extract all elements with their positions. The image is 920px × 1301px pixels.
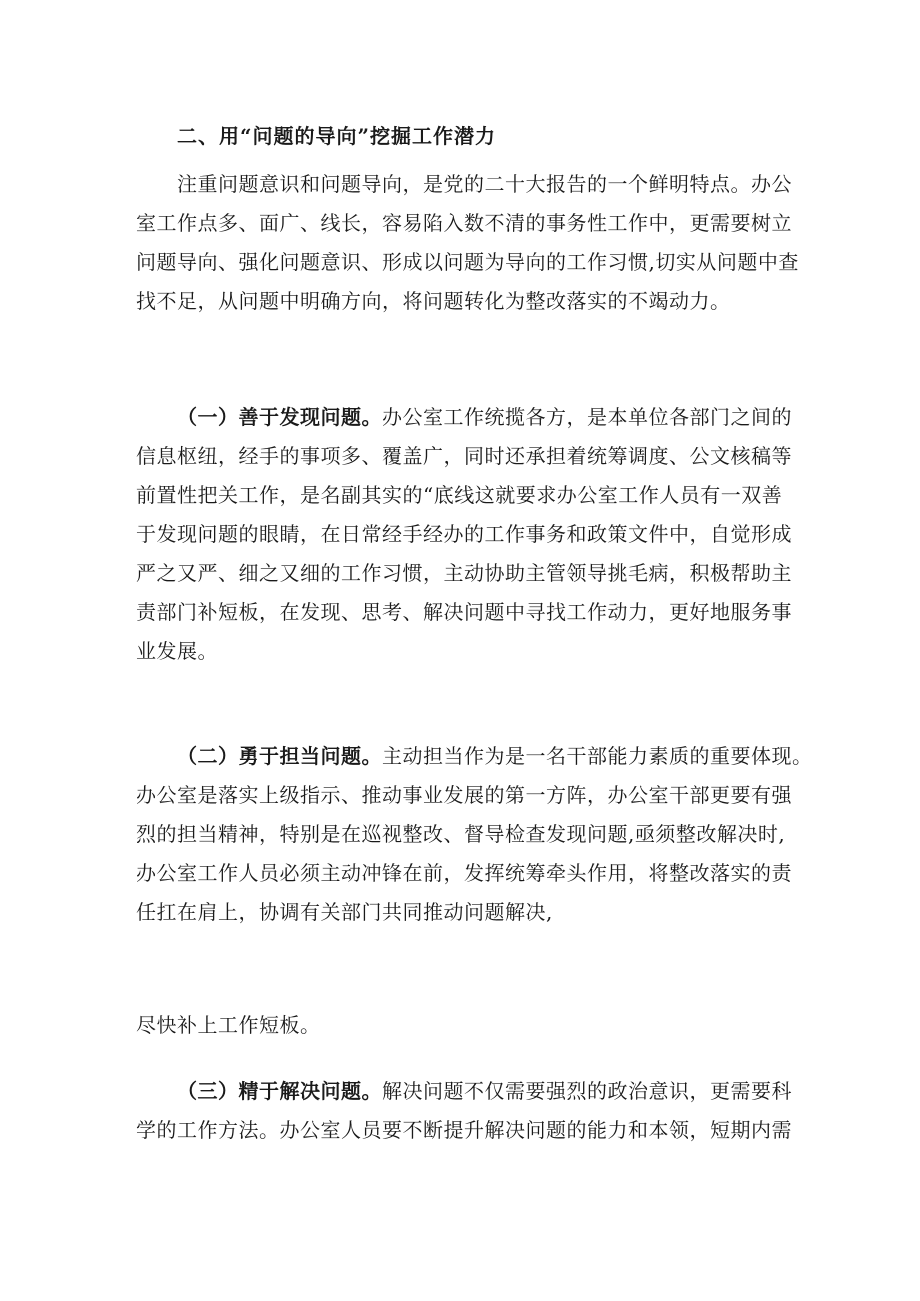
paragraph-line: 前置性把关工作，是名副其实的“底线这就要求办公室工作人员有一双善 <box>136 483 783 507</box>
paragraph-line-text: 办公室工作统揽各方，是本单位各部门之间的 <box>382 405 792 429</box>
paragraph-line: 严之又严、细之又细的工作习惯，主动协助主管领导挑毛病，积极帮助主 <box>136 561 792 585</box>
paragraph-line: 烈的担当精神，特别是在巡视整改、督导检查发现问题,亟须整改解决时, <box>136 822 786 846</box>
paragraph-line: 问题导向、强化问题意识、形成以问题为导向的工作习惯,切实从问题中查 <box>136 250 799 274</box>
paragraph-line-text: 主动担当作为是一名干部能力素质的重要体现。 <box>382 744 813 768</box>
paragraph-line: 办公室工作人员必须主动冲锋在前，发挥统筹牵头作用，将整改落实的责 <box>136 861 792 885</box>
paragraph-line: 责部门补短板，在发现、思考、解决问题中寻找工作动力，更好地服务事 <box>136 600 792 624</box>
paragraph-solve-problems <box>136 1072 796 1150</box>
paragraph-line: 尽快补上工作短板。 <box>136 1013 321 1037</box>
paragraph-line: 信息枢纽，经手的事项多、覆盖广，同时还承担着统筹调度、公文核稿等 <box>136 444 792 468</box>
paragraph-line <box>136 1072 796 1111</box>
paragraph-line: 注重问题意识和问题导向，是党的二十大报告的一个鲜明特点。办公 <box>177 172 792 196</box>
paragraph-lead-title: （三）精于解决问题。 <box>177 1079 382 1103</box>
paragraph-line-text: 解决问题不仅需要强烈的政治意识，更需要科 <box>382 1079 792 1103</box>
paragraph-line <box>136 737 813 776</box>
paragraph-line: 办公室是落实上级指示、推动事业发展的第一方阵，办公室干部更要有强 <box>136 783 792 807</box>
paragraph-lead-title: （二）勇于担当问题。 <box>177 744 382 768</box>
paragraph-line: 于发现问题的眼睛，在日常经手经办的工作事务和政策文件中，自觉形成 <box>136 522 792 546</box>
paragraph-line: 室工作点多、面广、线长，容易陷入数不清的事务性工作中，更需要树立 <box>136 211 792 235</box>
paragraph-lead-title: （一）善于发现问题。 <box>177 405 382 429</box>
paragraph-line <box>136 398 796 437</box>
paragraph-line: 找不足，从问题中明确方向，将问题转化为整改落实的不竭动力。 <box>136 289 731 313</box>
paragraph-line: 学的工作方法。办公室人员要不断提升解决问题的能力和本领，短期内需 <box>136 1118 792 1142</box>
paragraph-line: 任扛在肩上，协调有关部门共同推动问题解决, <box>136 900 553 924</box>
paragraph-tail-line <box>136 1006 796 1045</box>
section-heading: 二、用“问题的导向”挖掘工作潜力 <box>177 124 497 148</box>
paragraph-line: 业发展。 <box>136 639 218 663</box>
paragraph-intro <box>136 165 799 321</box>
paragraph-take-responsibility <box>136 737 813 932</box>
paragraph-discover-problems <box>136 398 796 671</box>
